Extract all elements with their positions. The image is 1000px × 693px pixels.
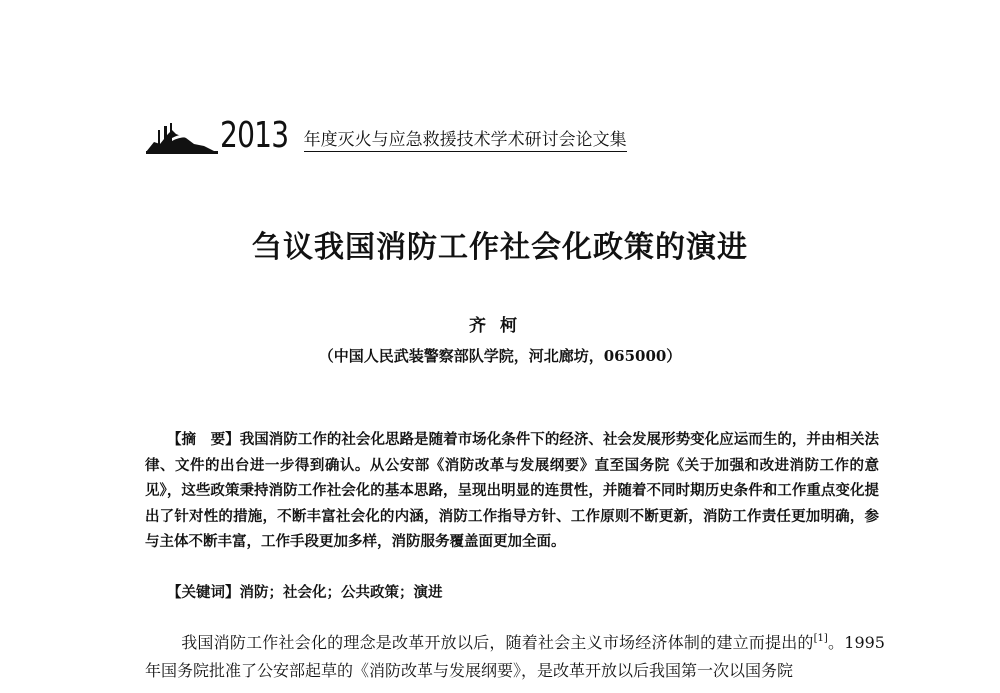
- body-text-a: 我国消防工作社会化的理念是改革开放以后，随着社会主义市场经济体制的建立而提出的: [181, 633, 814, 652]
- abstract-label: 【摘 要】: [167, 431, 240, 448]
- proceedings-title: 年度灭火与应急救援技术学术研讨会论文集: [303, 130, 627, 150]
- body-text-b: 。1995年国务院批准了公安部起草的《消防改革与发展纲要》，是改革开放以后我国第一次以国务院: [145, 633, 885, 680]
- author-affiliation: （中国人民武装警察部队学院，河北廊坊，065000）: [318, 347, 682, 365]
- paper-title: 刍议我国消防工作社会化政策的演进: [252, 230, 748, 265]
- abstract-text: 我国消防工作的社会化思路是随着市场化条件下的经济、社会发展形势变化应运而生的，并由相关法律、文件的出台进一步得到确认。从公安部《消防改革与发展纲要》直至国务院《关于加强和改进消防工作的意见》，这些政策秉持消防工作社会化的基本思路，呈现出明显的连贯性，并随着不同时期历史条件和工作重点变化提出了针对性的措施，不断丰富社会化的内涵，消防工作指导方针、工作原则不断更新，消防工作责任更加明确，参与主体不断丰富，工作手段更加多样，消防服务覆盖面更加全面。: [145, 431, 879, 551]
- body-paragraph: [145, 629, 885, 685]
- abstract: [145, 427, 879, 555]
- citation-ref: [1]: [813, 633, 828, 644]
- proceedings-header: [146, 115, 627, 156]
- keywords-text: 消防；社会化；公共政策；演进: [239, 584, 443, 601]
- keywords-label: 【关键词】: [167, 584, 240, 601]
- year-label: 2013: [220, 115, 289, 156]
- author-name: 齐柯: [469, 316, 531, 336]
- building-logo-icon: [146, 118, 218, 154]
- keywords: [167, 581, 443, 602]
